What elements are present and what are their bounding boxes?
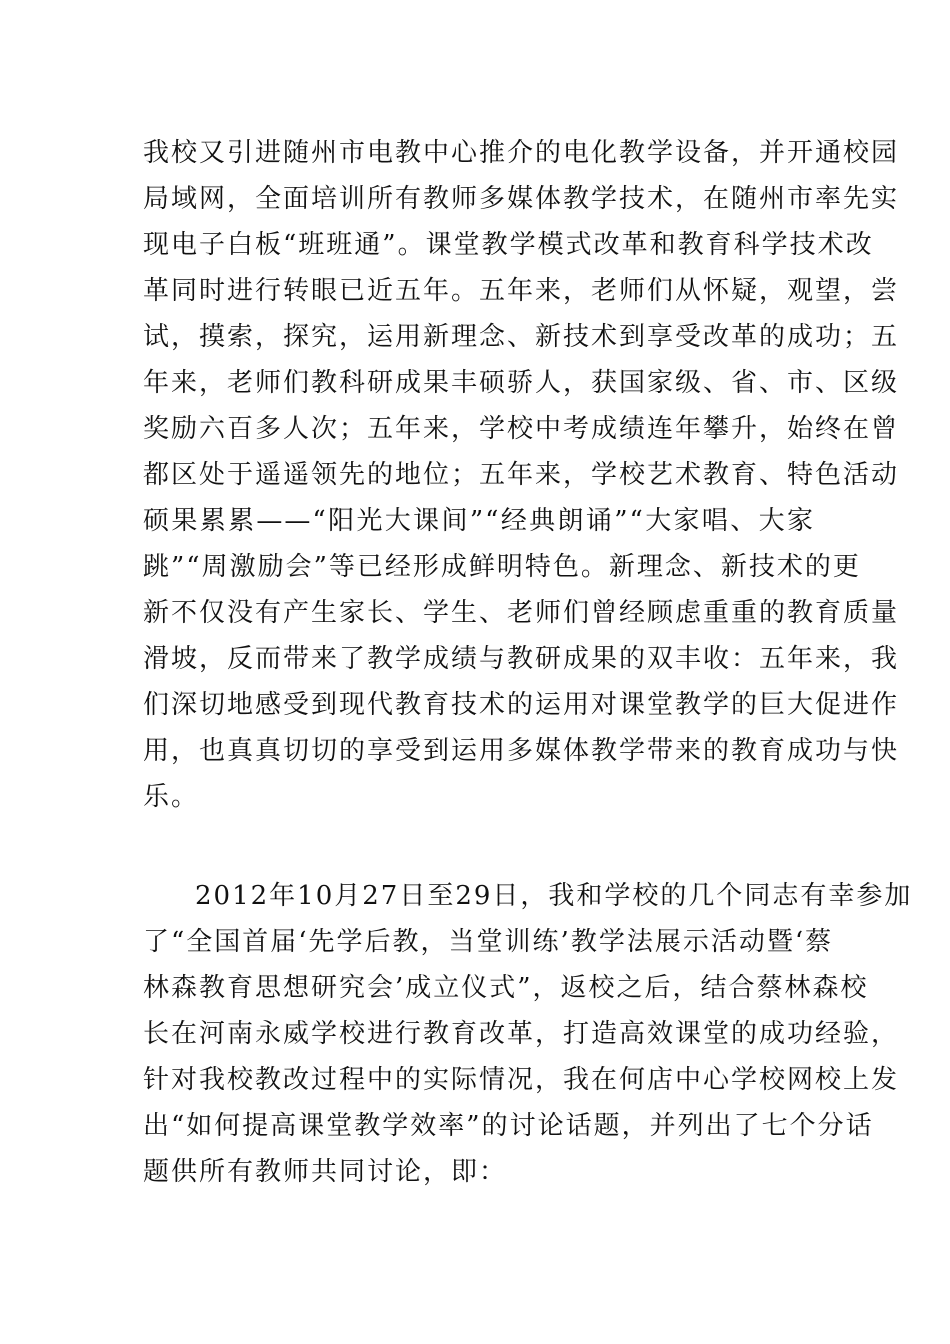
paragraph-line: 现电子白板“班班通”。课堂教学模式改革和教育科学技术改: [143, 230, 874, 260]
paragraph-line: 2012年10月27日至29日，我和学校的几个同志有幸参加: [195, 881, 913, 911]
paragraph-line: 奖励六百多人次；五年来，学校中考成绩连年攀升，始终在曾: [143, 414, 900, 444]
paragraph-line: 局域网，全面培训所有教师多媒体教学技术，在随州市率先实: [143, 184, 900, 214]
paragraph-line: 题供所有教师共同讨论，即：: [143, 1157, 508, 1187]
paragraph-line: 用，也真真切切的享受到运用多媒体教学带来的教育成功与快: [143, 736, 900, 766]
paragraph-line: 我校又引进随州市电教中心推介的电化教学设备，并开通校园: [143, 138, 900, 168]
paragraph-line: 乐。: [143, 782, 200, 812]
paragraph-line: 跳”“周激励会”等已经形成鲜明特色。新理念、新技术的更: [143, 552, 861, 582]
paragraph-line: 林森教育思想研究会’成立仪式”，返校之后，结合蔡林森校: [143, 973, 869, 1003]
paragraph-1: [143, 130, 900, 820]
paragraph-line: 革同时进行转眼已近五年。五年来，老师们从怀疑，观望，尝: [143, 276, 900, 306]
paragraph-line: 们深切地感受到现代教育技术的运用对课堂教学的巨大促进作: [143, 690, 900, 720]
paragraph-line: 针对我校教改过程中的实际情况，我在何店中心学校网校上发: [143, 1065, 900, 1095]
paragraph-line: 都区处于遥遥领先的地位；五年来，学校艺术教育、特色活动: [143, 460, 900, 490]
paragraph-line: 硕果累累——“阳光大课间”“经典朗诵”“大家唱、大家: [143, 506, 815, 536]
paragraph-line: 年来，老师们教科研成果丰硕骄人，获国家级、省、市、区级: [143, 368, 900, 398]
paragraph-line: 长在河南永威学校进行教育改革，打造高效课堂的成功经验，: [143, 1019, 900, 1049]
paragraph-line: 新不仅没有产生家长、学生、老师们曾经顾虑重重的教育质量: [143, 598, 900, 628]
paragraph-line: 了“全国首届‘先学后教，当堂训练’教学法展示活动暨‘蔡: [143, 927, 834, 957]
paragraph-line: 试，摸索，探究，运用新理念、新技术到享受改革的成功；五: [143, 322, 900, 352]
paragraph-2: [143, 873, 913, 1195]
paragraph-line: 滑坡，反而带来了教学成绩与教研成果的双丰收：五年来，我: [143, 644, 900, 674]
paragraph-line: 出“如何提高课堂教学效率”的讨论话题，并列出了七个分话: [143, 1111, 874, 1141]
